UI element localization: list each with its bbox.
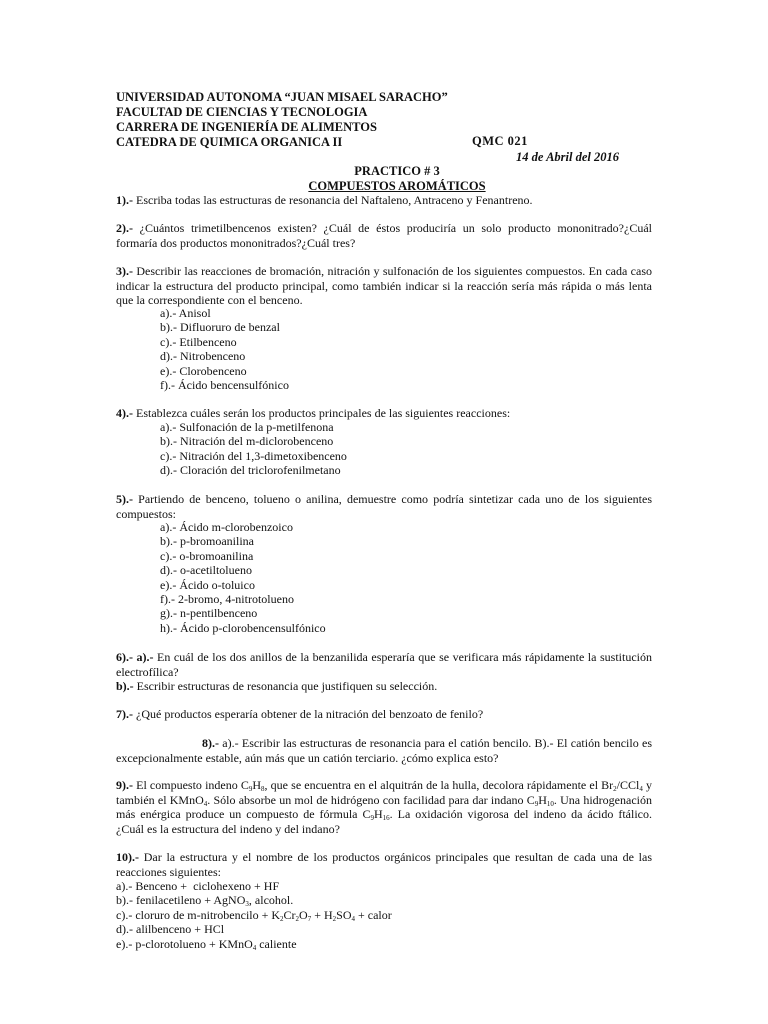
- list-item: c).- o-bromoanilina: [160, 548, 254, 563]
- list-item: e).- p-clorotolueno + KMnO$_4$ caliente: [116, 936, 297, 952]
- question-6b: [116, 679, 652, 694]
- list-item: h).- Ácido p-clorobencensulfónico: [160, 620, 326, 635]
- list-item: a).- Anisol: [160, 306, 211, 320]
- question-number: 1).-: [116, 193, 133, 207]
- question-text: Escribir estructuras de resonancia que justifiquen su selección.: [133, 679, 438, 693]
- question-number: 8).-: [202, 736, 219, 750]
- list-item: d).- o-acetiltolueno: [160, 563, 252, 578]
- question-number: 3).-: [116, 264, 133, 278]
- question-5-options: [160, 520, 326, 635]
- question-number: 5).-: [116, 492, 133, 506]
- question-2: [116, 221, 652, 250]
- question-text: Establezca cuáles serán los productos principales de las siguientes reacciones:: [133, 406, 511, 420]
- list-item: b).- p-bromoanilina: [160, 534, 254, 549]
- list-item: a).- Benceno + ciclohexeno + HF: [116, 879, 280, 893]
- chair-name: CATEDRA DE QUIMICA ORGANICA II: [116, 135, 343, 149]
- question-text: a).- Escribir las estructuras de resonancia para el catión bencilo. B).- El catión bencilo es excepcionalmente estable, aún más que un catión terciario. ¿cómo explica esto?: [116, 736, 652, 765]
- list-item: f).- Ácido bencensulfónico: [160, 378, 289, 393]
- list-item: b).- Nitración del m-diclorobenceno: [160, 434, 334, 449]
- list-item: c).- Nitración del 1,3-dimetoxibenceno: [160, 448, 347, 463]
- list-item: e).- Clorobenceno: [160, 363, 247, 378]
- question-3: [116, 264, 652, 308]
- question-text: En cuál de los dos anillos de la benzanilida esperaría que se verificara más rápidamente la sustitución electrofílica?: [116, 650, 652, 679]
- question-7: [116, 707, 652, 722]
- career-name: CARRERA DE INGENIERÍA DE ALIMENTOS: [116, 120, 377, 134]
- practice-number: PRACTICO # 3: [354, 164, 440, 178]
- list-item: c).- Etilbenceno: [160, 334, 237, 349]
- question-1: [116, 193, 652, 208]
- question-number: 2).-: [116, 221, 133, 235]
- question-text: ¿Qué productos esperaría obtener de la nitración del benzoato de fenilo?: [133, 707, 484, 721]
- question-5: [116, 492, 652, 521]
- course-code: QMC 021: [472, 134, 528, 148]
- question-9: 9).- El compuesto indeno $C_9H_8$, que se encuentra en el alquitrán de la hulla, decolora rápidamente el $Br_2/CCl_4$ y también el KMnO$_4$. Sólo absorbe un mol de hidrógeno con facilidad para dar indano $C_9H_{10}$. Una hidrogenación más enérgica produce un compuesto de fórmula $C_9H_{16}$. La oxidación vigorosa del indeno da ácido ftálico. ¿Cuál es la estructura del indeno y del indano?: [116, 778, 652, 836]
- question-3-options: [160, 306, 289, 392]
- question-number: b).-: [116, 679, 134, 693]
- list-item: d).- Cloración del triclorofenilmetano: [160, 463, 341, 478]
- list-item: g).- n-pentilbenceno: [160, 606, 258, 621]
- question-10-options: [116, 879, 392, 951]
- question-text: Dar la estructura y el nombre de los productos orgánicos principales que resultan de cada una de las reacciones siguientes:: [116, 850, 652, 879]
- question-number: 9).-: [116, 778, 133, 792]
- list-item: f).- 2-bromo, 4-nitrotolueno: [160, 592, 294, 607]
- question-text: Escriba todas las estructuras de resonancia del Naftaleno, Antraceno y Fenantreno.: [133, 193, 533, 207]
- question-8: [116, 736, 652, 765]
- list-item: d).- Nitrobenceno: [160, 349, 246, 364]
- list-item: e).- Ácido o-toluico: [160, 577, 255, 592]
- question-number: 10).-: [116, 850, 139, 864]
- list-item: d).- alilbenceno + HCl: [116, 922, 225, 937]
- question-4: [116, 406, 652, 421]
- question-6: [116, 650, 652, 679]
- list-item: a).- Ácido m-clorobenzoico: [160, 520, 293, 534]
- list-item: b).- Difluoruro de benzal: [160, 320, 280, 335]
- question-text: Partiendo de benceno, tolueno o anilina, demuestre como podría sintetizar cada uno de los siguientes compuestos:: [116, 492, 652, 521]
- exam-date: 14 de Abril del 2016: [516, 150, 620, 164]
- question-number: 6).- a).-: [116, 650, 154, 664]
- question-10: [116, 850, 652, 879]
- question-number: 4).-: [116, 406, 133, 420]
- question-4-options: [160, 420, 347, 478]
- practice-topic: COMPUESTOS AROMÁTICOS: [308, 179, 486, 193]
- faculty-name: FACULTAD DE CIENCIAS Y TECNOLOGIA: [116, 105, 368, 119]
- university-name: UNIVERSIDAD AUTONOMA “JUAN MISAEL SARACHO”: [116, 90, 448, 104]
- list-item: c).- cloruro de m-nitrobencilo + $K_2Cr_2O_7 + H_2SO_4$ + calor: [116, 907, 392, 923]
- question-text: ¿Cuántos trimetilbencenos existen? ¿Cuál de éstos produciría un solo producto mononitrado?¿Cuál formaría dos productos mononitrados?¿Cuál tres?: [116, 221, 652, 250]
- list-item: b).- fenilacetileno + AgNO$_3$, alcohol.: [116, 893, 294, 909]
- question-number: 7).-: [116, 707, 133, 721]
- question-text: Describir las reacciones de bromación, nitración y sulfonación de los siguientes compuestos. En cada caso indicar la estructura del producto principal, como también indicar si la reacción sería más rápida o más lenta que la correspondiente con el benceno.: [116, 264, 652, 308]
- list-item: a).- Sulfonación de la p-metilfenona: [160, 420, 334, 434]
